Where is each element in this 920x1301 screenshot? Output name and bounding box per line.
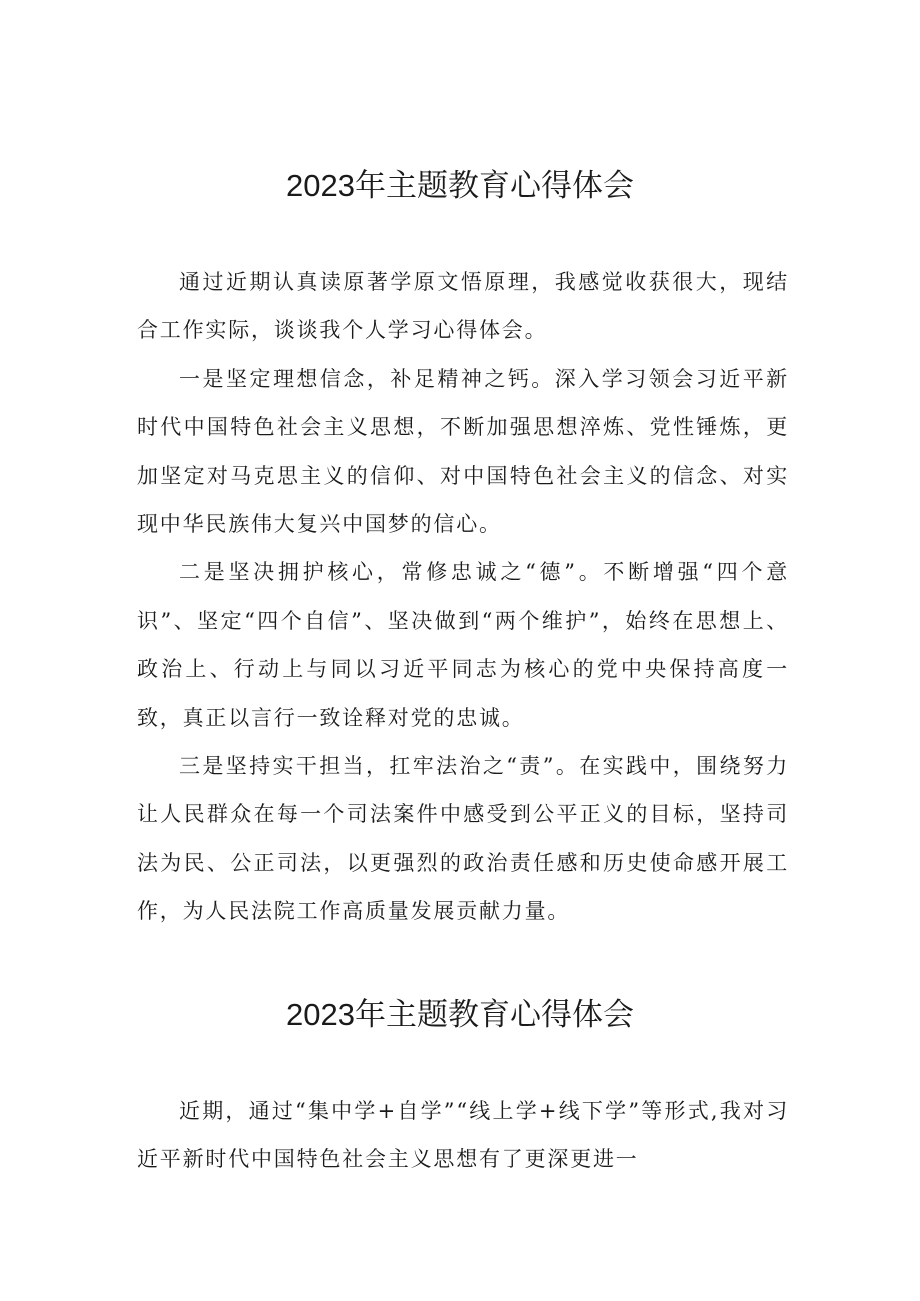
section-1-paragraph-4: 三是坚持实干担当，扛牢法治之“责”。在实践中，围绕努力让人民群众在每一个司法案件中感受到公平正义的目标，坚持司法为民、公正司法，以更强烈的政治责任感和历史使命感开展工作，为人民法院工作高质量发展贡献力量。 xyxy=(137,754,789,924)
section-1-paragraph-3: 二是坚决拥护核心，常修忠诚之“德”。不断增强“四个意识”、坚定“四个自信”、坚决做到“两个维护”，始终在思想上、政治上、行动上与同以习近平同志为核心的党中央保持高度一致，真正以言行一致诠释对党的忠诚。 xyxy=(137,560,789,730)
section-1-title: 2023年主题教育心得体会 xyxy=(286,168,634,203)
section-1-body xyxy=(137,258,789,936)
section-1-paragraph-2: 一是坚定理想信念，补足精神之钙。深入学习领会习近平新时代中国特色社会主义思想，不断加强思想淬炼、党性锤炼，更加坚定对马克思主义的信仰、对中国特色社会主义的信念、对实现中华民族伟大复兴中国梦的信心。 xyxy=(137,366,789,537)
section-2-title: 2023年主题教育心得体会 xyxy=(286,997,634,1032)
section-1-paragraph-1: 通过近期认真读原著学原文悟原理，我感觉收获很大，现结合工作实际，谈谈我个人学习心得体会。 xyxy=(137,270,789,343)
section-2-body xyxy=(137,1087,789,1184)
section-2-paragraph-1: 近期，通过“集中学+自学”“线上学+线下学”等形式,我对习近平新时代中国特色社会主义思想有了更深更进一 xyxy=(137,1099,789,1172)
